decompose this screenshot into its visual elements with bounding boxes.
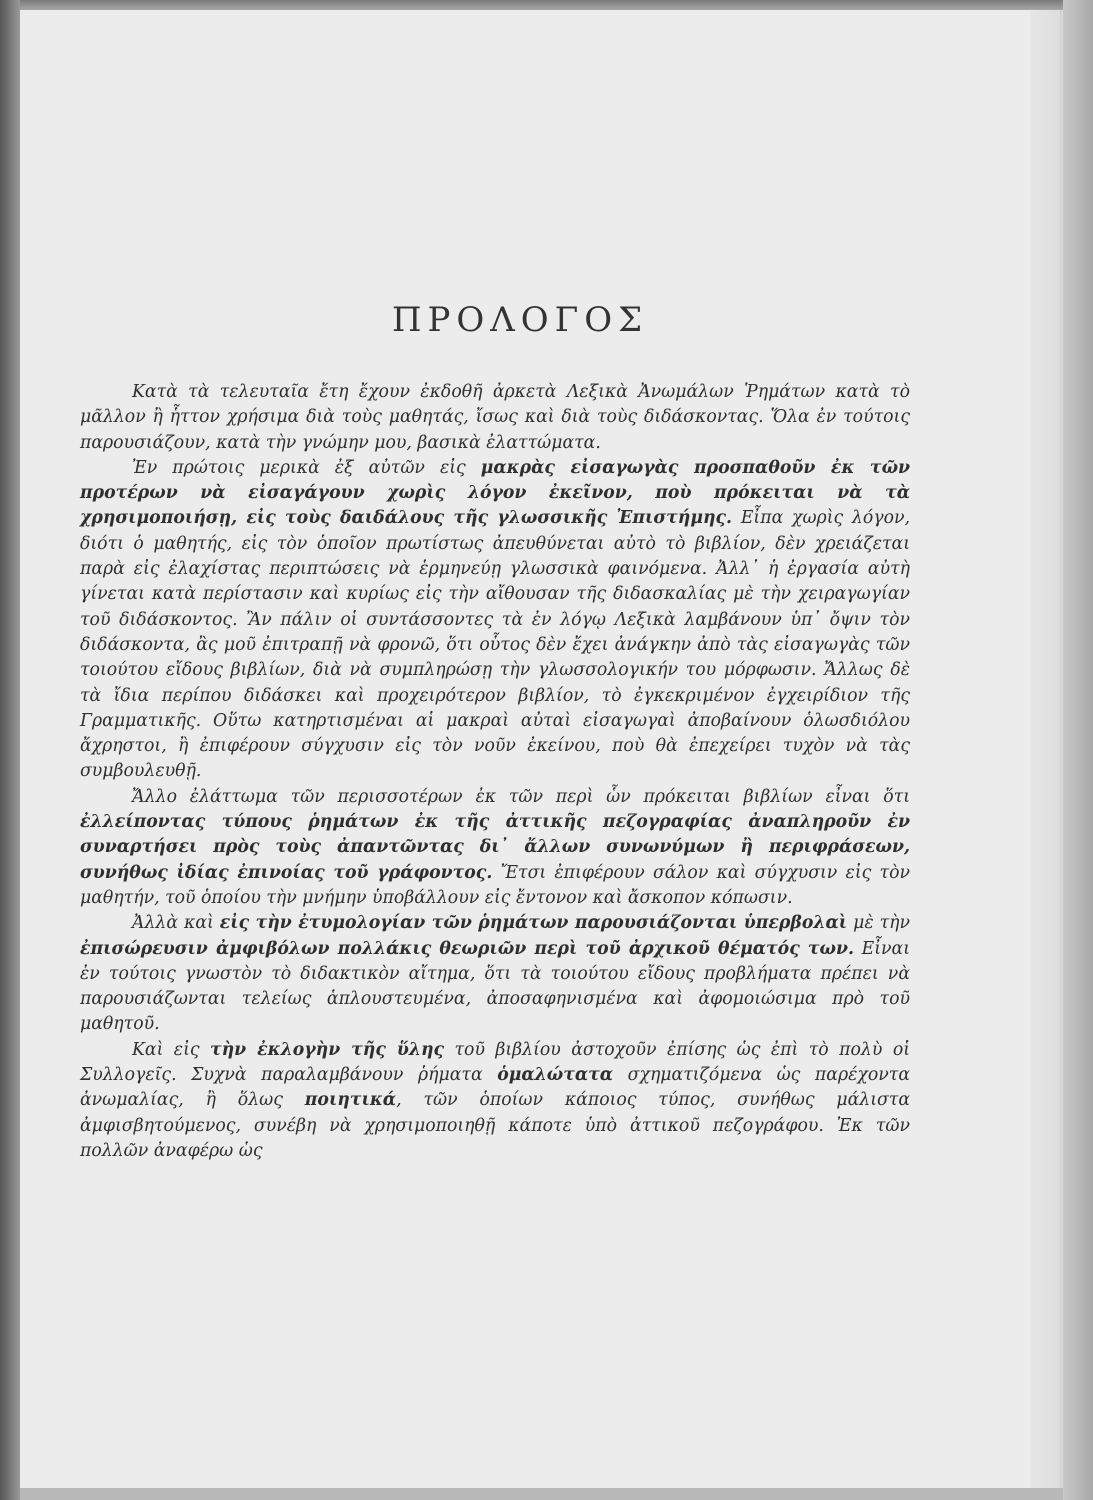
- paragraph-text: τοῦ βιβλίου ἀστοχοῦν ἐπίσης ὡς ἐπὶ τὸ πολὺ οἱ Συλλογεῖς. Συχνὰ παραλαμβάνουν ῥήματα: [80, 1039, 910, 1086]
- paragraph-text: Καὶ εἰς: [132, 1039, 210, 1060]
- paragraph: [80, 911, 910, 1037]
- emphasized-text: ἐπισώρευσιν ἀμφιβόλων πολλάκις θεωριῶν περὶ τοῦ ἀρχικοῦ θέματός των.: [80, 938, 854, 959]
- paragraph-text: Κατὰ τὰ τελευταῖα ἔτη ἔχουν ἐκδοθῆ ἀρκετὰ Λεξικὰ Ἀνωμάλων Ῥημάτων κατὰ τὸ μᾶλλον ἢ ἧττον χρήσιμα διὰ τοὺς μαθητάς, ἴσως καὶ διὰ τοὺς διδάσκοντας. Ὅλα ἐν τούτοις παρουσιάζουν, κατὰ τὴν γνώμην μου, βασικὰ ἐλαττώματα.: [80, 382, 910, 453]
- emphasized-text: ἐλλείποντας τύπους ῥημάτων ἐκ τῆς ἀττικῆς πεζογραφίας ἀναπληροῦν ἐν συναρτήσει πρὸς τοὺς ἀπαντῶντας δι᾽ ἄλλων συνωνύμων ἢ περιφράσεων, συνήθως ἰδίας ἐπινοίας τοῦ γράφοντος.: [80, 812, 910, 883]
- page-content: [80, 300, 910, 1164]
- scan-left-edge: [0, 0, 20, 1500]
- page-stack-edge: [1063, 0, 1093, 1500]
- paragraph-text: Ἀλλὰ καὶ: [132, 913, 220, 934]
- paragraph: [80, 785, 910, 911]
- emphasized-text: ὁμαλώτατα: [497, 1065, 614, 1086]
- page-fold: [1030, 10, 1060, 1488]
- paragraph-text: Εἶπα χωρὶς λόγον, διότι ὁ μαθητής, εἰς τὸν ὁποῖον πρωτίστως ἀπευθύνεται αὐτὸ τὸ βιβλίον, δὲν χρειάζεται παρὰ εἰς ἐλαχίστας περιπτώσεις νὰ ἑρμηνεύῃ γλωσσικὰ φαινόμενα. Ἀλλ᾽ ἡ ἐργασία αὐτὴ γίνεται κατὰ περίστασιν καὶ κυρίως εἰς τὴν αἴθουσαν τῆς διδασκαλίας μὲ τὴν χειραγωγίαν τοῦ διδάσκοντος. Ἂν πάλιν οἱ συντάσσοντες τὰ ἐν λόγῳ Λεξικὰ λαμβάνουν ὑπ᾽ ὄψιν τὸν διδάσκοντα, ἂς μοῦ ἐπιτραπῇ νὰ φρονῶ, ὅτι οὗτος δὲν ἔχει ἀνάγκην ἀπὸ τὰς εἰσαγωγὰς τῶν τοιούτου εἴδους βιβλίων, διὰ νὰ συμπληρώσῃ τὴν γλωσσολογικήν του μόρφωσιν. Ἄλλως δὲ τὰ ἴδια περίπου διδάσκει καὶ προχειρότερον βιβλίον, τὸ ἐγκεκριμένον ἐγχειρίδιον τῆς Γραμματικῆς. Οὕτω κατηρτισμέναι αἱ μακραὶ αὐταὶ εἰσαγωγαὶ ἀποβαίνουν ὁλωσδιόλου ἄχρηστοι, ἢ ἐπιφέρουν σύγχυσιν εἰς τὸν νοῦν ἐκείνου, ποὺ θὰ ἐπεχείρει τυχὸν νὰ τὰς συμβουλευθῇ.: [80, 508, 910, 782]
- paragraph-text: Εἶναι ἐν τούτοις γνωστὸν τὸ διδακτικὸν αἴτημα, ὅτι τὰ τοιούτου εἴδους προβλήματα πρέπει νὰ παρουσιάζωνται τελείως ἁπλουστευμένα, ἀποσαφηνισμένα καὶ ἀφομοιώσιμα πρὸ τοῦ μαθητοῦ.: [80, 938, 911, 1035]
- paragraph-text: Ἔτσι ἐπιφέρουν σάλον καὶ σύγχυσιν εἰς τὸν μαθητήν, τοῦ ὁποίου τὴν μνήμην ὑποβάλλουν εἰς ἔντονον καὶ ἄσκοπον κόπωσιν.: [80, 862, 910, 908]
- document-page: [20, 10, 1060, 1488]
- paragraph-text: μὲ τὴν: [847, 913, 910, 934]
- paragraph: [80, 380, 910, 456]
- paragraph: [80, 456, 910, 785]
- paragraph-text: , τῶν ὁποίων κάποιος τύπος, συνήθως μάλιστα ἀμφισβητούμενος, συνέβη νὰ χρησιμοποιηθῇ κάποτε ὑπὸ ἀττικοῦ πεζογράφου. Ἐκ τῶν πολλῶν ἀναφέρω ὡς: [80, 1090, 910, 1161]
- emphasized-text: εἰς τὴν ἐτυμολογίαν τῶν ῥημάτων παρουσιάζονται ὑπερβολαὶ: [219, 913, 848, 934]
- paragraph-text: σχηματιζόμενα ὡς παρέχοντα ἀνωμαλίας, ἢ ὅλως: [80, 1065, 910, 1111]
- paragraph: [80, 1038, 910, 1164]
- page-title: ΠΡΟΛΟΓΟΣ: [391, 300, 649, 340]
- emphasized-text: ποιητικά: [304, 1090, 397, 1111]
- body-text: [80, 380, 910, 1164]
- paragraph-text: Ἐν πρώτοις μερικὰ ἐξ αὐτῶν εἰς: [132, 457, 481, 478]
- emphasized-text: τὴν ἐκλογὴν τῆς ὕλης: [209, 1039, 445, 1060]
- paragraph-text: Ἄλλο ἐλάττωμα τῶν περισσοτέρων ἐκ τῶν περὶ ὧν πρόκειται βιβλίων εἶναι ὅτι: [132, 786, 910, 807]
- emphasized-text: μακρὰς εἰσαγωγὰς προσπαθοῦν ἐκ τῶν προτέρων νὰ εἰσαγάγουν χωρὶς λόγον ἐκεῖνον, ποὺ πρόκειται νὰ τὰ χρησιμοποιήσῃ, εἰς τοὺς δαιδάλους τῆς γλωσσικῆς Ἐπιστήμης.: [80, 457, 911, 529]
